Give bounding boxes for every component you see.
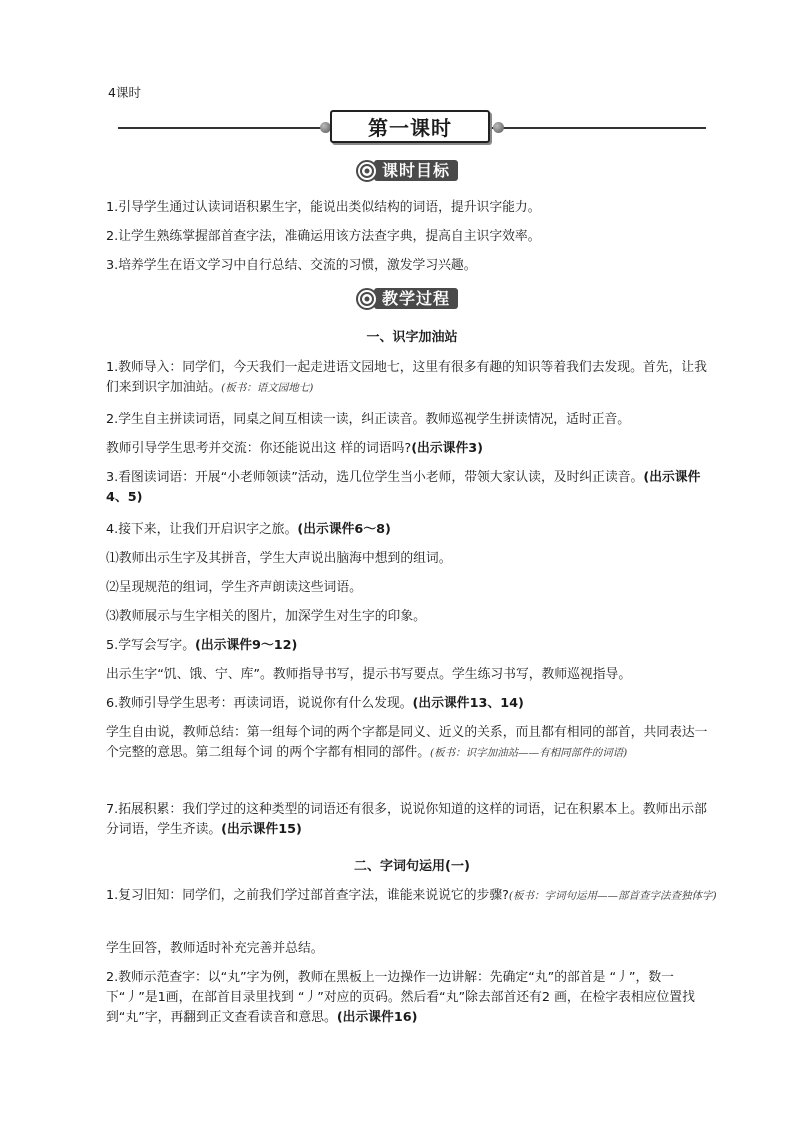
paragraph: 教师引导学生思考并交流：你还能说出这 样的词语吗?(出示课件3) xyxy=(106,441,483,456)
section-heading: 二、字词句运用(一) xyxy=(354,859,470,874)
top-note: 4课时 xyxy=(108,85,141,100)
slide-ref: (出示课件4、5) xyxy=(106,470,701,505)
board-note: (板书：语文园地七) xyxy=(221,382,314,394)
board-note: (板书：识字加油站——有相同部件的词语) xyxy=(430,747,628,759)
paragraph: 5.学写会写字。(出示课件9～12) xyxy=(106,638,298,653)
target-icon xyxy=(356,288,378,310)
slide-ref: (出示课件9～12) xyxy=(195,638,298,653)
goal-item: 2.让学生熟练掌握部首查字法，准确运用该方法查字典，提高自主识字效率。 xyxy=(106,229,541,244)
process-badge xyxy=(356,288,458,309)
slide-ref: (出示课件16) xyxy=(336,1010,418,1025)
goal-item: 3.培养学生在语文学习中自行总结、交流的习惯，激发学习兴趣。 xyxy=(106,258,477,273)
slide-ref: (出示课件15) xyxy=(221,822,302,837)
lesson-title: 第一课时 xyxy=(330,110,490,143)
paragraph: 2.学生自主拼读词语，同桌之间互相读一读，纠正读音。教师巡视学生拼读情况，适时正音。 xyxy=(106,412,631,427)
slide-ref: (出示课件3) xyxy=(411,441,483,456)
goals-badge xyxy=(356,160,458,181)
dot-icon xyxy=(493,122,504,133)
process-badge-label: 教学过程 xyxy=(374,288,458,309)
paragraph: 3.看图读词语：开展“小老师领读”活动，选几位学生当小老师，带领大家认读，及时纠正读音。(出示课件4、5) xyxy=(106,470,701,505)
goals-badge-label: 课时目标 xyxy=(374,160,458,181)
section-heading: 一、识字加油站 xyxy=(366,330,458,345)
slide-ref: (出示课件13、14) xyxy=(412,696,524,711)
paragraph: 学生回答，教师适时补充完善并总结。 xyxy=(106,941,324,956)
paragraph: ⑵呈现规范的组词，学生齐声朗读这些词语。 xyxy=(106,580,362,595)
paragraph: 1.复习旧知：同学们，之前我们学过部首查字法，谁能来说说它的步骤?(板书：字词句运用——部首查字法查独体字) xyxy=(106,888,717,903)
board-note: (板书：字词句运用——部首查字法查独体字) xyxy=(508,890,717,902)
paragraph: 出示生字“饥、饿、宁、库”。教师指导书写，提示书写要点。学生练习书写，教师巡视指导。 xyxy=(106,667,632,682)
paragraph: 2.教师示范查字：以“丸”字为例，教师在黑板上一边操作一边讲解：先确定“丸”的部首是 “丿”，数一下“丿”是1画，在部首目录里找到 “丿”对应的页码。然后看“丸”除去部首还有2 画，在检字表相应位置找到“丸”字，再翻到正文查看读音和意思。(出示课件16) xyxy=(106,970,695,1025)
lesson-title-banner xyxy=(118,108,706,148)
target-icon xyxy=(356,160,378,182)
paragraph: 4.接下来，让我们开启识字之旅。(出示课件6～8) xyxy=(106,522,391,537)
paragraph: ⑶教师展示与生字相关的图片，加深学生对生字的印象。 xyxy=(106,609,426,624)
paragraph: 7.拓展积累：我们学过的这种类型的词语还有很多，说说你知道的这样的词语，记在积累本上。教师出示部分词语，学生齐读。(出示课件15) xyxy=(106,802,707,837)
paragraph: 6.教师引导学生思考：再读词语，说说你有什么发现。(出示课件13、14) xyxy=(106,696,524,711)
goal-item: 1.引导学生通过认读词语积累生字，能说出类似结构的词语，提升识字能力。 xyxy=(106,200,541,215)
paragraph: 1.教师导入：同学们，今天我们一起走进语文园地七，这里有很多有趣的知识等着我们去发现。首先，让我们来到识字加油站。(板书：语文园地七) xyxy=(106,360,707,395)
slide-ref: (出示课件6～8) xyxy=(297,522,391,537)
paragraph: ⑴教师出示生字及其拼音，学生大声说出脑海中想到的组词。 xyxy=(106,551,452,566)
paragraph: 学生自由说，教师总结：第一组每个词的两个字都是同义、近义的关系，而且都有相同的部首，共同表达一个完整的意思。第二组每个词 的两个字都有相同的部件。(板书：识字加油站——有相同部件的词语) xyxy=(106,725,708,760)
